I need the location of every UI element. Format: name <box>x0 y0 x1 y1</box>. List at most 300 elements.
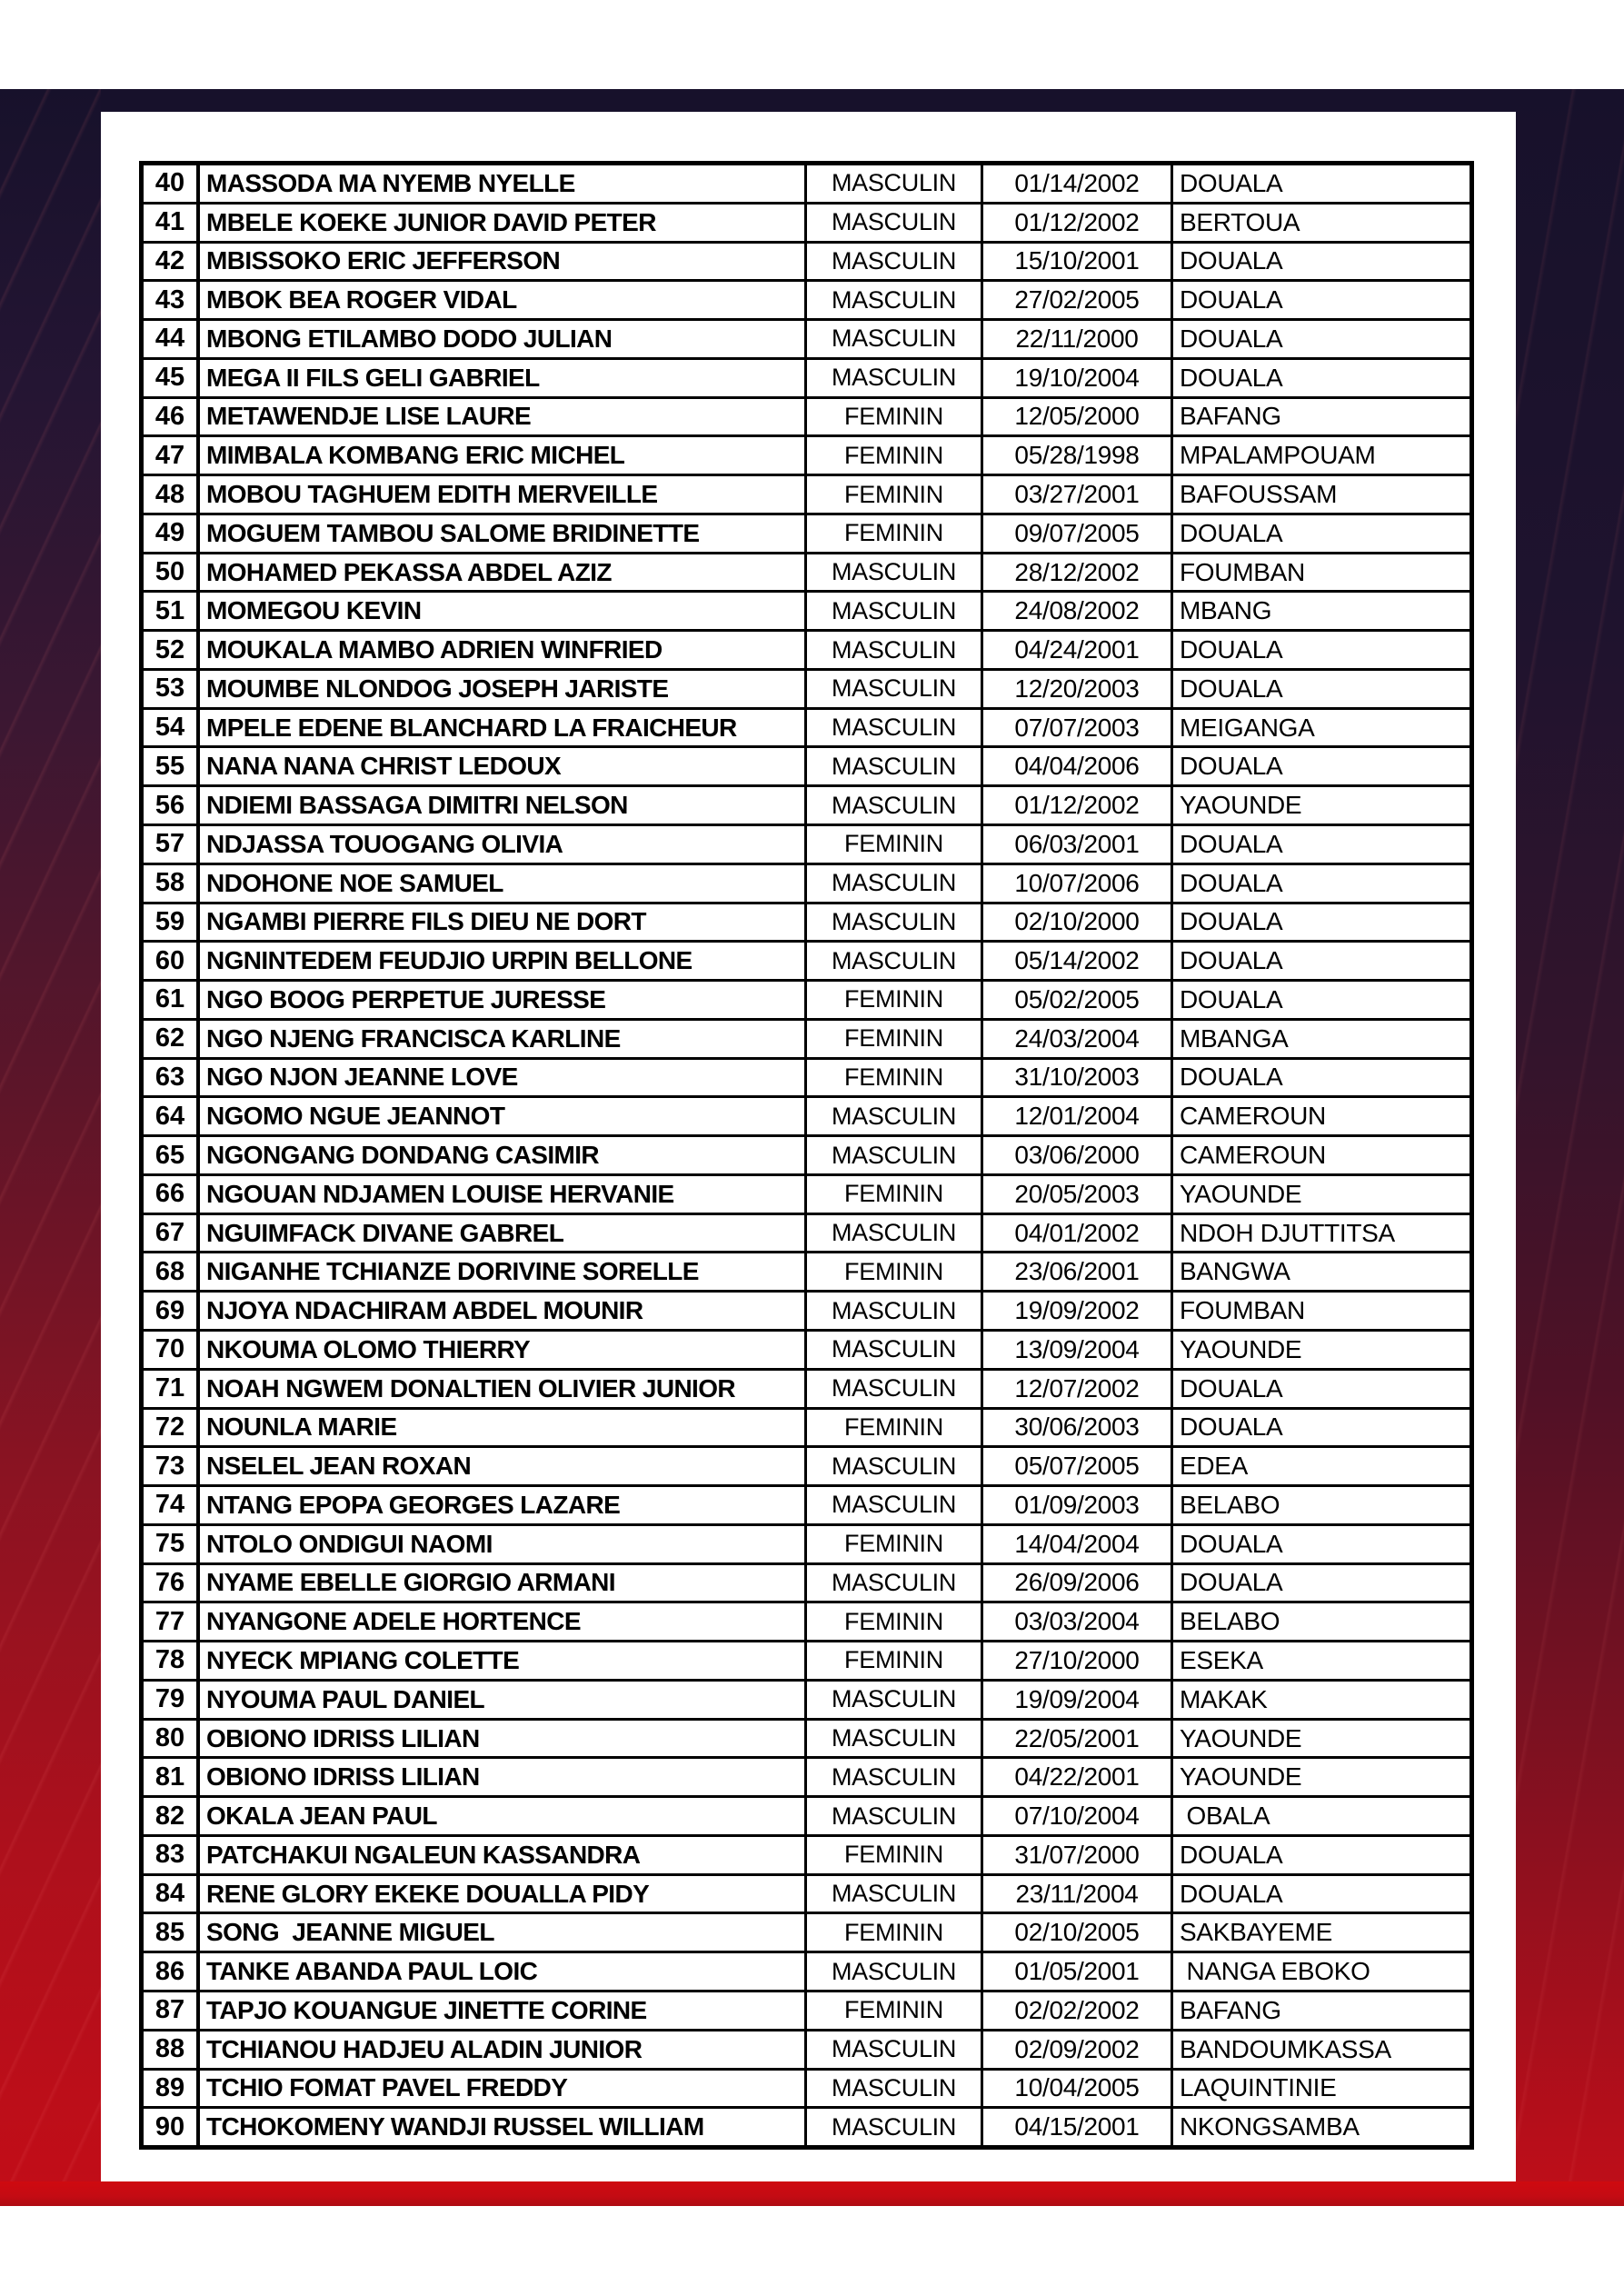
candidate-city-cell: DOUALA <box>1180 285 1283 314</box>
candidate-sex-cell: FEMININ <box>807 1021 983 1057</box>
candidate-city-cell: BAFOUSSAM <box>1180 480 1338 508</box>
candidate-name-cell: NTANG EPOPA GEORGES LAZARE <box>200 1487 807 1523</box>
candidate-name-cell: MBONG ETILAMBO DODO JULIAN <box>200 321 807 357</box>
candidate-city-cell: BELABO <box>1180 1607 1280 1636</box>
candidate-name-cell: NTOLO ONDIGUI NAOMI <box>200 1526 807 1562</box>
candidate-name-cell: PATCHAKUI NGALEUN KASSANDRA <box>200 1837 807 1873</box>
row-number-cell: 67 <box>144 1215 200 1252</box>
candidate-name-cell: NYAME EBELLE GIORGIO ARMANI <box>200 1565 807 1602</box>
candidate-city-cell: DOUALA <box>1180 518 1283 547</box>
candidate-name-cell: METAWENDJE LISE LAURE <box>200 399 807 435</box>
candidate-sex-cell: MASCULIN <box>807 282 983 318</box>
candidate-sex-cell: MASCULIN <box>807 1332 983 1368</box>
candidate-birthdate-cell: 03/03/2004 <box>983 1603 1173 1640</box>
row-number-cell: 77 <box>144 1603 200 1640</box>
candidate-birthdate-cell: 04/01/2002 <box>983 1215 1173 1252</box>
candidate-sex-cell: FEMININ <box>807 515 983 552</box>
row-number-cell: 56 <box>144 787 200 824</box>
table-row <box>144 1060 1470 1099</box>
row-number-cell: 44 <box>144 321 200 357</box>
candidate-name-cell: MBISSOKO ERIC JEFFERSON <box>200 244 807 280</box>
candidate-birthdate-cell: 07/10/2004 <box>983 1798 1173 1834</box>
table-row <box>144 1448 1470 1487</box>
table-row <box>144 1253 1470 1293</box>
candidate-city-cell: FOUMBAN <box>1180 557 1305 586</box>
table-row <box>144 2031 1470 2071</box>
table-row <box>144 515 1470 554</box>
table-row <box>144 1371 1470 1410</box>
row-number-cell: 47 <box>144 437 200 474</box>
candidate-city-cell: DOUALA <box>1180 1373 1283 1403</box>
candidate-city-cell: DOUALA <box>1180 674 1283 703</box>
table-row <box>144 1914 1470 1953</box>
candidate-name-cell: NGO NJON JEANNE LOVE <box>200 1060 807 1096</box>
table-row <box>144 321 1470 360</box>
candidate-city-cell: BANGWA <box>1180 1257 1290 1286</box>
candidate-city-cell: DOUALA <box>1180 1879 1283 1908</box>
candidate-sex-cell: MASCULIN <box>807 748 983 784</box>
table-row <box>144 826 1470 865</box>
row-number-cell: 42 <box>144 244 200 280</box>
candidate-city-cell: DOUALA <box>1180 984 1283 1013</box>
candidate-birthdate-cell: 01/12/2002 <box>983 787 1173 824</box>
row-number-cell: 73 <box>144 1448 200 1484</box>
candidate-sex-cell: MASCULIN <box>807 1798 983 1834</box>
candidate-name-cell: OBIONO IDRISS LILIAN <box>200 1759 807 1795</box>
candidate-city-cell: CAMEROUN <box>1180 1141 1326 1170</box>
candidate-city-cell: NKONGSAMBA <box>1180 2112 1360 2141</box>
candidate-birthdate-cell: 04/15/2001 <box>983 2109 1173 2145</box>
candidate-birthdate-cell: 02/09/2002 <box>983 2031 1173 2068</box>
candidate-city-cell: CAMEROUN <box>1180 1102 1326 1131</box>
candidate-sex-cell: MASCULIN <box>807 244 983 280</box>
candidate-city-cell: EDEA <box>1180 1452 1249 1481</box>
candidate-name-cell: MOBOU TAGHUEM EDITH MERVEILLE <box>200 476 807 513</box>
row-number-cell: 65 <box>144 1137 200 1173</box>
table-row <box>144 1176 1470 1215</box>
candidate-sex-cell: MASCULIN <box>807 1759 983 1795</box>
candidate-city-cell: DOUALA <box>1180 363 1283 392</box>
row-number-cell: 54 <box>144 710 200 746</box>
candidate-name-cell: SONG JEANNE MIGUEL <box>200 1914 807 1951</box>
candidate-birthdate-cell: 10/04/2005 <box>983 2071 1173 2107</box>
row-number-cell: 90 <box>144 2109 200 2145</box>
candidate-sex-cell: MASCULIN <box>807 943 983 979</box>
candidate-city-cell: MBANGA <box>1180 1023 1289 1053</box>
candidate-sex-cell: MASCULIN <box>807 904 983 941</box>
candidate-name-cell: MOUMBE NLONDOG JOSEPH JARISTE <box>200 671 807 707</box>
candidate-sex-cell: MASCULIN <box>807 1876 983 1912</box>
candidate-sex-cell: FEMININ <box>807 1914 983 1951</box>
candidate-name-cell: OBIONO IDRISS LILIAN <box>200 1721 807 1757</box>
table-row <box>144 554 1470 594</box>
row-number-cell: 72 <box>144 1410 200 1446</box>
candidate-name-cell: NOAH NGWEM DONALTIEN OLIVIER JUNIOR <box>200 1371 807 1407</box>
candidate-sex-cell: MASCULIN <box>807 787 983 824</box>
candidate-name-cell: MBOK BEA ROGER VIDAL <box>200 282 807 318</box>
table-row <box>144 1603 1470 1642</box>
candidate-birthdate-cell: 24/08/2002 <box>983 593 1173 629</box>
candidate-birthdate-cell: 19/10/2004 <box>983 360 1173 396</box>
table-row <box>144 710 1470 749</box>
table-row <box>144 1837 1470 1876</box>
candidate-city-cell: DOUALA <box>1180 168 1283 197</box>
candidate-name-cell: TANKE ABANDA PAUL LOIC <box>200 1953 807 1990</box>
candidate-birthdate-cell: 04/04/2006 <box>983 748 1173 784</box>
candidate-city-cell: MAKAK <box>1180 1684 1268 1713</box>
table-row <box>144 787 1470 826</box>
candidate-city-cell: MPALAMPOUAM <box>1180 441 1376 470</box>
row-number-cell: 86 <box>144 1953 200 1990</box>
candidate-name-cell: TCHIO FOMAT PAVEL FREDDY <box>200 2071 807 2107</box>
candidate-city-cell: DOUALA <box>1180 868 1283 897</box>
candidate-name-cell: NYOUMA PAUL DANIEL <box>200 1682 807 1718</box>
candidate-name-cell: NOUNLA MARIE <box>200 1410 807 1446</box>
candidate-city-cell: MBANG <box>1180 596 1272 625</box>
candidate-birthdate-cell: 14/04/2004 <box>983 1526 1173 1562</box>
candidate-name-cell: NGO BOOG PERPETUE JURESSE <box>200 982 807 1018</box>
table-row <box>144 1526 1470 1565</box>
candidate-name-cell: NGOUAN NDJAMEN LOUISE HERVANIE <box>200 1176 807 1213</box>
candidate-sex-cell: MASCULIN <box>807 360 983 396</box>
candidate-birthdate-cell: 10/07/2006 <box>983 865 1173 902</box>
candidate-birthdate-cell: 03/06/2000 <box>983 1137 1173 1173</box>
table-row <box>144 1215 1470 1254</box>
table-row <box>144 244 1470 283</box>
row-number-cell: 84 <box>144 1876 200 1912</box>
candidate-name-cell: NDJASSA TOUOGANG OLIVIA <box>200 826 807 863</box>
candidate-birthdate-cell: 31/10/2003 <box>983 1060 1173 1096</box>
candidate-birthdate-cell: 07/07/2003 <box>983 710 1173 746</box>
table-row <box>144 1992 1470 2031</box>
row-number-cell: 53 <box>144 671 200 707</box>
candidate-name-cell: NGO NJENG FRANCISCA KARLINE <box>200 1021 807 1057</box>
candidate-city-cell: ESEKA <box>1180 1645 1263 1674</box>
table-row <box>144 360 1470 399</box>
candidate-sex-cell: MASCULIN <box>807 2109 983 2145</box>
candidate-birthdate-cell: 05/02/2005 <box>983 982 1173 1018</box>
candidate-sex-cell: MASCULIN <box>807 2031 983 2068</box>
row-number-cell: 60 <box>144 943 200 979</box>
candidate-sex-cell: MASCULIN <box>807 865 983 902</box>
top-navy-band <box>0 89 1624 112</box>
candidate-sex-cell: MASCULIN <box>807 1215 983 1252</box>
row-number-cell: 70 <box>144 1332 200 1368</box>
candidate-city-cell: DOUALA <box>1180 1840 1283 1869</box>
row-number-cell: 52 <box>144 632 200 668</box>
candidate-name-cell: NDOHONE NOE SAMUEL <box>200 865 807 902</box>
candidate-name-cell: NKOUMA OLOMO THIERRY <box>200 1332 807 1368</box>
table-row <box>144 982 1470 1021</box>
candidate-name-cell: MOGUEM TAMBOU SALOME BRIDINETTE <box>200 515 807 552</box>
candidate-birthdate-cell: 05/14/2002 <box>983 943 1173 979</box>
candidate-name-cell: MBELE KOEKE JUNIOR DAVID PETER <box>200 205 807 241</box>
table-row <box>144 1682 1470 1721</box>
candidate-birthdate-cell: 27/02/2005 <box>983 282 1173 318</box>
row-number-cell: 74 <box>144 1487 200 1523</box>
candidate-name-cell: NJOYA NDACHIRAM ABDEL MOUNIR <box>200 1293 807 1329</box>
candidate-birthdate-cell: 23/06/2001 <box>983 1253 1173 1290</box>
candidate-birthdate-cell: 09/07/2005 <box>983 515 1173 552</box>
row-number-cell: 58 <box>144 865 200 902</box>
row-number-cell: 59 <box>144 904 200 941</box>
row-number-cell: 48 <box>144 476 200 513</box>
candidate-city-cell: YAOUNDE <box>1180 1723 1302 1752</box>
candidate-name-cell: OKALA JEAN PAUL <box>200 1798 807 1834</box>
row-number-cell: 78 <box>144 1642 200 1679</box>
candidate-city-cell: BERTOUA <box>1180 207 1300 236</box>
row-number-cell: 55 <box>144 748 200 784</box>
row-number-cell: 69 <box>144 1293 200 1329</box>
candidate-sex-cell: MASCULIN <box>807 554 983 591</box>
candidate-sex-cell: FEMININ <box>807 476 983 513</box>
candidate-sex-cell: FEMININ <box>807 437 983 474</box>
candidate-birthdate-cell: 12/01/2004 <box>983 1098 1173 1134</box>
table-row <box>144 748 1470 787</box>
candidate-sex-cell: FEMININ <box>807 1253 983 1290</box>
candidate-birthdate-cell: 19/09/2002 <box>983 1293 1173 1329</box>
candidate-city-cell: YAOUNDE <box>1180 1762 1302 1792</box>
table-row <box>144 1137 1470 1176</box>
candidate-name-cell: NGONGANG DONDANG CASIMIR <box>200 1137 807 1173</box>
candidate-name-cell: NGNINTEDEM FEUDJIO URPIN BELLONE <box>200 943 807 979</box>
candidate-sex-cell: FEMININ <box>807 1603 983 1640</box>
candidate-sex-cell: MASCULIN <box>807 1487 983 1523</box>
candidate-birthdate-cell: 13/09/2004 <box>983 1332 1173 1368</box>
candidate-sex-cell: FEMININ <box>807 826 983 863</box>
candidate-sex-cell: MASCULIN <box>807 1137 983 1173</box>
candidate-birthdate-cell: 05/28/1998 <box>983 437 1173 474</box>
table-row <box>144 1332 1470 1371</box>
candidate-city-cell: DOUALA <box>1180 1568 1283 1597</box>
candidate-birthdate-cell: 26/09/2006 <box>983 1565 1173 1602</box>
candidate-birthdate-cell: 24/03/2004 <box>983 1021 1173 1057</box>
candidate-birthdate-cell: 15/10/2001 <box>983 244 1173 280</box>
candidate-birthdate-cell: 01/09/2003 <box>983 1487 1173 1523</box>
candidate-sex-cell: MASCULIN <box>807 1448 983 1484</box>
candidate-birthdate-cell: 20/05/2003 <box>983 1176 1173 1213</box>
table-row <box>144 632 1470 671</box>
row-number-cell: 61 <box>144 982 200 1018</box>
table-row <box>144 1021 1470 1060</box>
row-number-cell: 63 <box>144 1060 200 1096</box>
candidate-city-cell: BAFANG <box>1180 402 1281 431</box>
row-number-cell: 66 <box>144 1176 200 1213</box>
candidate-sex-cell: FEMININ <box>807 1526 983 1562</box>
bottom-red-stripe <box>0 2181 1624 2206</box>
table-row <box>144 593 1470 632</box>
candidate-city-cell: YAOUNDE <box>1180 1179 1302 1208</box>
candidate-sex-cell: MASCULIN <box>807 1371 983 1407</box>
candidate-birthdate-cell: 22/05/2001 <box>983 1721 1173 1757</box>
candidate-sex-cell: MASCULIN <box>807 205 983 241</box>
candidate-city-cell: YAOUNDE <box>1180 791 1302 820</box>
candidate-city-cell: FOUMBAN <box>1180 1296 1305 1325</box>
candidate-name-cell: NYANGONE ADELE HORTENCE <box>200 1603 807 1640</box>
row-number-cell: 50 <box>144 554 200 591</box>
candidate-birthdate-cell: 27/10/2000 <box>983 1642 1173 1679</box>
row-number-cell: 82 <box>144 1798 200 1834</box>
candidate-city-cell: DOUALA <box>1180 324 1283 353</box>
row-number-cell: 45 <box>144 360 200 396</box>
row-number-cell: 83 <box>144 1837 200 1873</box>
candidate-city-cell: DOUALA <box>1180 752 1283 781</box>
candidate-city-cell: NANGA EBOKO <box>1180 1957 1370 1986</box>
candidate-sex-cell: FEMININ <box>807 1992 983 2029</box>
candidate-birthdate-cell: 19/09/2004 <box>983 1682 1173 1718</box>
candidate-birthdate-cell: 23/11/2004 <box>983 1876 1173 1912</box>
table-row <box>144 1759 1470 1798</box>
table-row <box>144 282 1470 321</box>
table-row <box>144 904 1470 943</box>
row-number-cell: 40 <box>144 165 200 202</box>
candidate-city-cell: DOUALA <box>1180 1413 1283 1442</box>
candidate-name-cell: NGOMO NGUE JEANNOT <box>200 1098 807 1134</box>
candidate-birthdate-cell: 31/07/2000 <box>983 1837 1173 1873</box>
row-number-cell: 80 <box>144 1721 200 1757</box>
table-row <box>144 2109 1470 2145</box>
row-number-cell: 85 <box>144 1914 200 1951</box>
candidate-birthdate-cell: 03/27/2001 <box>983 476 1173 513</box>
candidate-birthdate-cell: 02/10/2000 <box>983 904 1173 941</box>
candidate-sex-cell: FEMININ <box>807 1837 983 1873</box>
table-row <box>144 437 1470 476</box>
candidate-city-cell: YAOUNDE <box>1180 1334 1302 1363</box>
candidate-name-cell: TCHIANOU HADJEU ALADIN JUNIOR <box>200 2031 807 2068</box>
candidate-birthdate-cell: 01/14/2002 <box>983 165 1173 202</box>
candidate-sex-cell: MASCULIN <box>807 1953 983 1990</box>
table-row <box>144 1293 1470 1332</box>
candidate-sex-cell: FEMININ <box>807 399 983 435</box>
candidate-sex-cell: MASCULIN <box>807 710 983 746</box>
candidate-sex-cell: MASCULIN <box>807 321 983 357</box>
candidate-birthdate-cell: 12/07/2002 <box>983 1371 1173 1407</box>
candidate-name-cell: NGUIMFACK DIVANE GABREL <box>200 1215 807 1252</box>
table-row <box>144 476 1470 515</box>
table-row <box>144 165 1470 205</box>
candidate-name-cell: TAPJO KOUANGUE JINETTE CORINE <box>200 1992 807 2029</box>
candidate-city-cell: BAFANG <box>1180 1995 1281 2024</box>
row-number-cell: 41 <box>144 205 200 241</box>
candidate-sex-cell: MASCULIN <box>807 632 983 668</box>
candidate-birthdate-cell: 12/05/2000 <box>983 399 1173 435</box>
candidate-city-cell: DOUALA <box>1180 1529 1283 1558</box>
candidate-city-cell: LAQUINTINIE <box>1180 2073 1337 2102</box>
row-number-cell: 49 <box>144 515 200 552</box>
candidate-name-cell: MPELE EDENE BLANCHARD LA FRAICHEUR <box>200 710 807 746</box>
candidate-sex-cell: MASCULIN <box>807 2071 983 2107</box>
table-row <box>144 1487 1470 1526</box>
candidate-name-cell: NSELEL JEAN ROXAN <box>200 1448 807 1484</box>
candidate-birthdate-cell: 02/10/2005 <box>983 1914 1173 1951</box>
candidate-sex-cell: MASCULIN <box>807 1293 983 1329</box>
row-number-cell: 76 <box>144 1565 200 1602</box>
row-number-cell: 68 <box>144 1253 200 1290</box>
candidate-sex-cell: MASCULIN <box>807 671 983 707</box>
candidate-city-cell: DOUALA <box>1180 246 1283 275</box>
candidate-city-cell: SAKBAYEME <box>1180 1918 1332 1947</box>
table-row <box>144 1798 1470 1837</box>
table-row <box>144 205 1470 244</box>
candidate-name-cell: MOHAMED PEKASSA ABDEL AZIZ <box>200 554 807 591</box>
candidate-city-cell: DOUALA <box>1180 907 1283 936</box>
candidate-city-cell: NDOH DJUTTITSA <box>1180 1218 1395 1247</box>
candidate-birthdate-cell: 04/24/2001 <box>983 632 1173 668</box>
candidate-name-cell: RENE GLORY EKEKE DOUALLA PIDY <box>200 1876 807 1912</box>
candidate-name-cell: NDIEMI BASSAGA DIMITRI NELSON <box>200 787 807 824</box>
candidate-birthdate-cell: 22/11/2000 <box>983 321 1173 357</box>
candidate-name-cell: MOUKALA MAMBO ADRIEN WINFRIED <box>200 632 807 668</box>
table-row <box>144 1410 1470 1449</box>
table-row <box>144 865 1470 904</box>
row-number-cell: 57 <box>144 826 200 863</box>
candidate-name-cell: MIMBALA KOMBANG ERIC MICHEL <box>200 437 807 474</box>
right-gradient-border <box>1516 89 1624 2181</box>
candidate-city-cell: BELABO <box>1180 1490 1280 1519</box>
candidate-name-cell: MOMEGOU KEVIN <box>200 593 807 629</box>
candidate-birthdate-cell: 04/22/2001 <box>983 1759 1173 1795</box>
candidate-name-cell: MEGA II FILS GELI GABRIEL <box>200 360 807 396</box>
candidate-birthdate-cell: 05/07/2005 <box>983 1448 1173 1484</box>
table-row <box>144 2071 1470 2110</box>
candidates-table <box>139 161 1474 2150</box>
candidate-sex-cell: FEMININ <box>807 982 983 1018</box>
candidate-birthdate-cell: 02/02/2002 <box>983 1992 1173 2029</box>
candidate-birthdate-cell: 12/20/2003 <box>983 671 1173 707</box>
candidate-city-cell: DOUALA <box>1180 829 1283 858</box>
row-number-cell: 81 <box>144 1759 200 1795</box>
row-number-cell: 46 <box>144 399 200 435</box>
row-number-cell: 75 <box>144 1526 200 1562</box>
candidate-city-cell: BANDOUMKASSA <box>1180 2034 1391 2063</box>
row-number-cell: 88 <box>144 2031 200 2068</box>
candidate-name-cell: NANA NANA CHRIST LEDOUX <box>200 748 807 784</box>
table-row <box>144 1642 1470 1682</box>
row-number-cell: 43 <box>144 282 200 318</box>
table-row <box>144 399 1470 438</box>
table-row <box>144 671 1470 710</box>
candidate-sex-cell: MASCULIN <box>807 165 983 202</box>
row-number-cell: 51 <box>144 593 200 629</box>
candidate-sex-cell: MASCULIN <box>807 1721 983 1757</box>
candidate-birthdate-cell: 01/12/2002 <box>983 205 1173 241</box>
candidate-sex-cell: FEMININ <box>807 1176 983 1213</box>
candidate-birthdate-cell: 30/06/2003 <box>983 1410 1173 1446</box>
candidate-city-cell: DOUALA <box>1180 635 1283 664</box>
candidate-birthdate-cell: 01/05/2001 <box>983 1953 1173 1990</box>
candidate-name-cell: NIGANHE TCHIANZE DORIVINE SORELLE <box>200 1253 807 1290</box>
candidate-sex-cell: FEMININ <box>807 1060 983 1096</box>
table-row <box>144 1565 1470 1604</box>
row-number-cell: 64 <box>144 1098 200 1134</box>
candidate-sex-cell: MASCULIN <box>807 1682 983 1718</box>
table-row <box>144 1721 1470 1760</box>
row-number-cell: 89 <box>144 2071 200 2107</box>
candidate-name-cell: NYECK MPIANG COLETTE <box>200 1642 807 1679</box>
table-row <box>144 1876 1470 1915</box>
candidate-city-cell: DOUALA <box>1180 1063 1283 1092</box>
candidate-city-cell: OBALA <box>1180 1802 1270 1831</box>
candidate-sex-cell: MASCULIN <box>807 1098 983 1134</box>
table-row <box>144 1953 1470 1992</box>
candidate-sex-cell: FEMININ <box>807 1642 983 1679</box>
candidate-city-cell: MEIGANGA <box>1180 713 1315 742</box>
candidate-sex-cell: MASCULIN <box>807 593 983 629</box>
row-number-cell: 79 <box>144 1682 200 1718</box>
candidate-name-cell: NGAMBI PIERRE FILS DIEU NE DORT <box>200 904 807 941</box>
row-number-cell: 62 <box>144 1021 200 1057</box>
candidate-name-cell: TCHOKOMENY WANDJI RUSSEL WILLIAM <box>200 2109 807 2145</box>
